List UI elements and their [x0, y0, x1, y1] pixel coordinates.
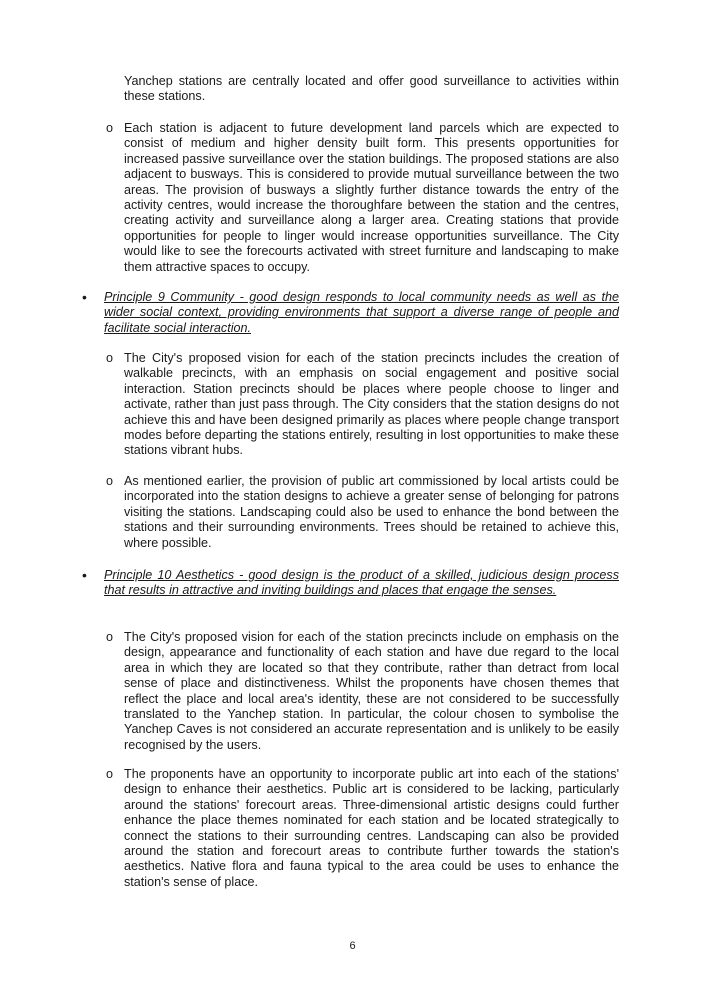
- sub-bullet-text: The City's proposed vision for each of the station precincts includes the creation of walkable precincts, with an emphasis on social engagement and positive social interaction. Station precincts should be places where people choose to linger and activate, rather than just pass through. The City considers that the station designs do not achieve this and have been designed primarily as places where people change transport modes before departing the stations entirely, resulting in lost opportunities to make these stations vibrant hubs.: [124, 351, 619, 458]
- principle-10-heading: Principle 10 Aesthetics - good design is the product of a skilled, judicious design process that results in attractive and inviting buildings and places that engage the senses.: [104, 568, 619, 598]
- sub-bullet-marker: o: [106, 351, 114, 365]
- sub-bullet-text: The City's proposed vision for each of the station precincts include on emphasis on the design, appearance and functionality of each station and have due regard to the local area in which they are located so that they contribute, rather than detract from local sense of place and distinctiveness. Whilst the proponents have chosen themes that reflect the place and local area's identity, these are not considered to be successfully translated to the Yanchep station. In particular, the colour chosen to symbolise the Yanchep Caves is not considered an accurate representation and is unlikely to be easily recognised by the users.: [124, 630, 619, 752]
- sub-bullet-text: Each station is adjacent to future development land parcels which are expected to consist of medium and higher density built form. This presents opportunities for increased passive surveillance over the station buildings. The proposed stations are also adjacent to busways. This is considered to provide mutual surveillance between the two areas. The provision of busways a slightly further distance towards the entry of the activity centres, would increase the thoroughfare between the station and the centres, creating activity and surveillance along a larger area. Creating stations that provide opportunities for people to linger would increase opportunities surveillance. The City would like to see the forecourts activated with street furniture and landscaping to make them attractive spaces to occupy.: [124, 121, 619, 274]
- continuation-paragraph: Yanchep stations are centrally located and offer good surveillance to activities within these stations.: [124, 74, 619, 104]
- sub-bullet-text: The proponents have an opportunity to incorporate public art into each of the stations' design to enhance their aesthetics. Public art is considered to be lacking, particularly around the stations' forecourt areas. Three-dimensional artistic designs could further enhance the place themes nominated for each station and be located strategically to connect the stations to their surrounding centres. Landscaping can also be provided around the station and forecourt areas to contribute further towards the station's aesthetics. Native flora and fauna typical to the area could be uses to enhance the station's sense of place.: [124, 767, 619, 889]
- sub-bullet-text: As mentioned earlier, the provision of public art commissioned by local artists could be incorporated into the station designs to achieve a greater sense of belonging for patrons visiting the stations. Landscaping could also be used to enhance the bond between the stations and their surrounding environments. Trees should be retained to achieve this, where possible.: [124, 474, 619, 550]
- page-number: 6: [349, 940, 356, 952]
- sub-bullet-marker: o: [106, 630, 114, 644]
- sub-bullet-marker: o: [106, 121, 114, 135]
- principle-bullet-marker: •: [82, 289, 87, 305]
- sub-bullet-marker: o: [106, 474, 114, 488]
- principle-9-heading: Principle 9 Community - good design responds to local community needs as well as the wider social context, providing environments that support a diverse range of people and facilitate social interaction.: [104, 290, 619, 335]
- principle-bullet-marker: •: [82, 567, 87, 583]
- sub-bullet-marker: o: [106, 767, 114, 781]
